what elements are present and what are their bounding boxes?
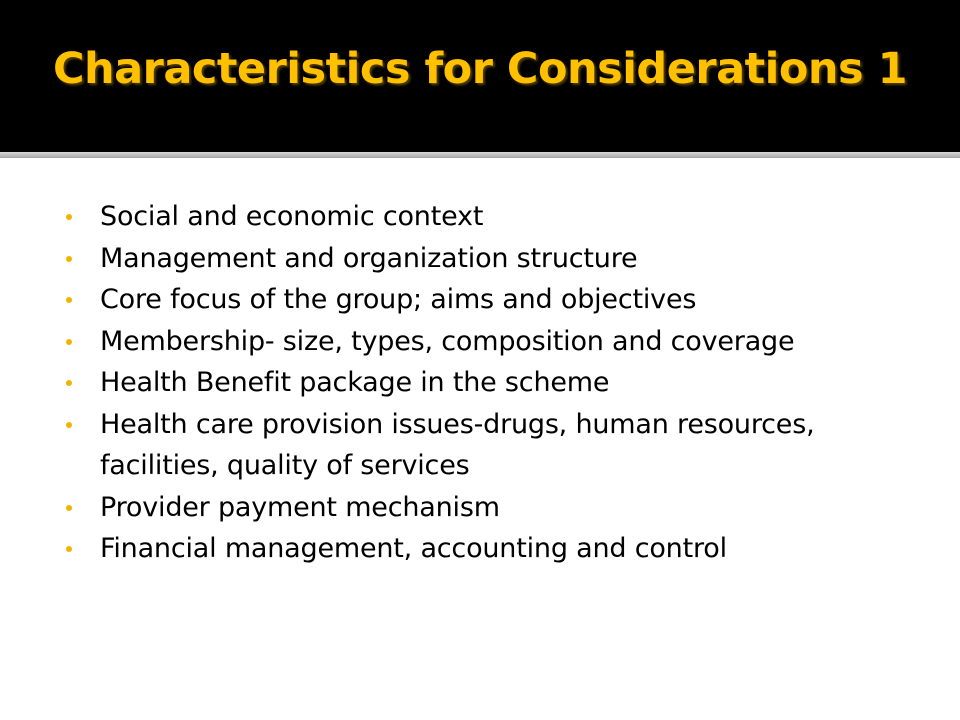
- round-bullet-icon: [66, 214, 72, 220]
- title-band: [0, 0, 960, 152]
- bullet-text: Membership- size, types, composition and coverage: [100, 325, 795, 357]
- round-bullet-icon: [66, 256, 72, 262]
- round-bullet-icon: [66, 505, 72, 511]
- bullet-list: [62, 196, 922, 570]
- bullet-item: [62, 528, 922, 570]
- bullet-item: [62, 321, 922, 363]
- bullet-text: Financial management, accounting and control: [100, 533, 727, 564]
- bullet-item: [62, 487, 922, 529]
- bullet-text: Provider payment mechanism: [100, 491, 500, 523]
- bullet-text: Management and organization structure: [100, 242, 638, 274]
- bullet-item: [62, 404, 922, 487]
- bullet-item: [62, 196, 922, 238]
- round-bullet-icon: [66, 380, 72, 386]
- bullet-item: [62, 238, 922, 280]
- bullet-text: Social and economic context: [100, 201, 484, 232]
- round-bullet-icon: [66, 422, 72, 428]
- bullet-text: Core focus of the group; aims and objectives: [100, 284, 697, 315]
- bullet-text: Health care provision issues-drugs, human resources, facilities, quality of services: [100, 408, 815, 481]
- slide-title: Characteristics for Considerations 1: [52, 44, 908, 94]
- round-bullet-icon: [66, 546, 72, 552]
- title-divider: [0, 152, 960, 158]
- bullet-item: [62, 362, 922, 404]
- round-bullet-icon: [66, 339, 72, 345]
- bullet-text: Health Benefit package in the scheme: [100, 367, 610, 398]
- bullet-item: [62, 279, 922, 321]
- round-bullet-icon: [66, 297, 72, 303]
